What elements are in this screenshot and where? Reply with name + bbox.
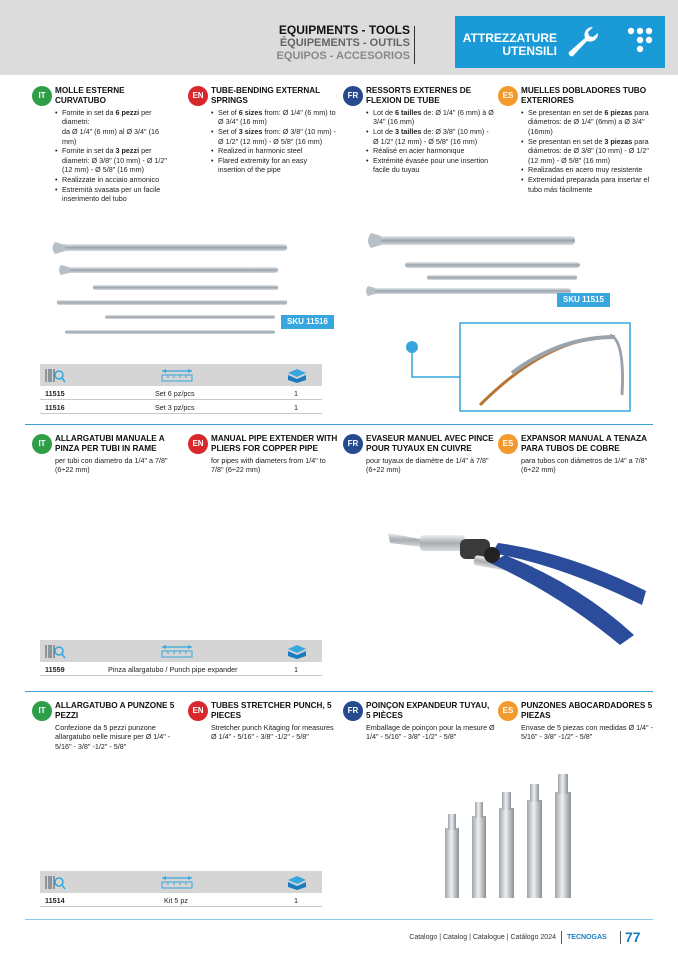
list-item: • Réalisé en acier harmonique [366,146,496,156]
spec-table-2 [40,640,322,676]
section1-it-text [55,86,173,204]
table-row: 11559 Pinza allargatubo / Punch pipe expander 1 [40,662,322,676]
badge-it-3: IT [32,701,52,721]
list-item: • Realizzate in acciaio armonico [55,175,173,185]
badge-it-2: IT [32,434,52,454]
list-item: • Set of 6 sizes from: Ø 1/4" (6 mm) to Ø 3/4" (16 mm) [211,108,336,127]
ruler-icon [160,367,194,383]
section-divider [25,424,653,425]
page-footer [0,931,678,945]
section1-fr-text [366,86,496,175]
section3-it-title: ALLARGATUBO A PUNZONE 5 PEZZI [55,701,175,721]
footer-separator [620,931,621,944]
pipe-expander-pliers-image [380,525,650,655]
section2-it-text [55,434,175,475]
barcode-search-icon [44,874,66,891]
section2-it-title: ALLARGATUBI MANUALE A PINZA PER TUBI IN RAME [55,434,165,454]
list-item: • Estremità svasata per un facile inserimento del tubo [55,185,173,204]
section2-fr-title: EVASEUR MANUEL AVEC PINCE POUR TUYAUX EN CUIVRE [366,434,494,454]
boxes-icon [286,643,308,660]
section2-it-desc: per tubi con diametro da 1/4" a 7/8" (6÷22 mm) [55,455,168,475]
section1-en-title: TUBE-BENDING EXTERNAL SPRINGS [211,86,321,106]
badge-it-1: IT [32,86,52,106]
springs-set-6-image [365,228,585,303]
section1-en-text [211,86,336,175]
list-item: • Fornite in set da 3 pezzi per diametri: Ø 3/8" (10 mm) - Ø 1/2" (12 mm) - Ø 5/8" (16 mm) [55,146,173,175]
section1-it-title: MOLLE ESTERNE CURVATUBO [55,86,125,106]
table-header [40,364,322,386]
badge-fr-1: FR [343,86,363,106]
section3-it-desc: Confezione da 5 pezzi punzone allargatubo nelle misure per Ø 1/4" - 5/16" - 3/8" -1/2" - 5/8" [55,722,171,751]
badge-fr-2: FR [343,434,363,454]
ruler-icon [160,874,194,890]
table-row: 11516 Set 3 pz/pcs 1 [40,400,322,414]
catalog-label: Catalogo | Catalog | Catalogue | Catálogo 2024 [409,934,556,941]
section1-es-text [521,86,651,194]
bent-spring-detail-image [400,315,640,415]
section2-es-title: EXPANSOR MANUAL A TENAZA PARA TUBOS DE COBRE [521,434,647,454]
section2-en-title: MANUAL PIPE EXTENDER WITH PLIERS FOR COPPER PIPE [211,434,338,454]
table-header [40,640,322,662]
section3-es-text [521,701,653,742]
list-item: • Lot de 6 tailles de: Ø 1/4" (6 mm) à Ø 3/4" (16 mm) [366,108,496,127]
dots-logo-icon [627,27,655,57]
header-titles [277,24,410,63]
section2-fr-text [366,434,496,475]
boxes-icon [286,874,308,891]
section1-es-title: MUELLES DOBLADORES TUBO EXTERIORES [521,86,647,106]
page-header [0,0,678,75]
section3-en-text [211,701,341,742]
list-item: • Fornite in set da 6 pezzi per diametri: da Ø 1/4" (6 mm) al Ø 3/4" (16 mm) [55,108,173,146]
section3-es-title: PUNZONES ABOCARDADORES 5 PIEZAS [521,701,653,721]
section1-fr-title: RESSORTS EXTERNES DE FLEXION DE TUBE [366,86,472,106]
list-item: • Flared extremity for an easy insertion of the pipe [211,156,336,175]
header-divider [414,26,415,64]
barcode-search-icon [44,367,66,384]
ruler-icon [160,643,194,659]
section2-fr-desc: pour tuyaux de diamètre de 1/4" à 7/8" (6÷22 mm) [366,455,489,475]
section3-en-title: TUBES STRETCHER PUNCH, 5 PIECES [211,701,332,721]
table-row: 11515 Set 6 pz/pcs 1 [40,386,322,400]
table-row: 11514 Kit 5 pz 1 [40,893,322,907]
category-it-line2: UTENSILI [502,44,557,58]
footer-separator [561,931,562,944]
list-item: • Realized in harmonic steel [211,146,336,156]
section2-en-text [211,434,339,475]
section3-fr-text [366,701,496,742]
badge-fr-3: FR [343,701,363,721]
table-header [40,871,322,893]
badge-en-3: EN [188,701,208,721]
header-title-main: EQUIPMENTS - TOOLS [278,23,410,37]
category-banner [455,16,665,68]
badge-en-2: EN [188,434,208,454]
header-title-es: EQUIPOS - ACCESORIOS [276,50,410,62]
list-item: • Set of 3 sizes from: Ø 3/8" (10 mm) - Ø 1/2" (12 mm) - Ø 5/8" (16 mm) [211,127,336,146]
section3-fr-title: POINÇON EXPANDEUR TUYAU, 5 PIÈCES [366,701,490,721]
section3-es-desc: Envase de 5 piezas con medidas Ø 1/4" - 5/16" - 3/8" -1/2" - 5/8" [521,722,654,742]
list-item: • Lot de 3 tailles de: Ø 3/8" (10 mm) - Ø 1/2" (12 mm) - Ø 5/8" (16 mm) [366,127,496,146]
section3-it-text [55,701,180,752]
spec-table-1 [40,364,322,414]
brand-name: TECNOGAS [567,934,607,941]
sku-badge-11516: SKU 11516 [281,315,334,329]
section2-es-desc: para tubos con diámetros de 1/4" a 7/8" (6÷22 mm) [521,455,648,475]
springs-set-3-image [45,230,345,350]
list-item: • Extrémité évasée pour une insertion facile du tuyau [366,156,496,175]
badge-es-3: ES [498,701,518,721]
badge-en-1: EN [188,86,208,106]
list-item: • Extremidad preparada para insertar el tubo más fácilmente [521,175,651,194]
badge-es-2: ES [498,434,518,454]
boxes-icon [286,367,308,384]
spec-table-3 [40,871,322,907]
list-item: • Se presentan en set de 6 piezas para diámetros: de Ø 1/4" (6mm) a Ø 3/4" (16mm) [521,108,651,137]
sku-badge-11515: SKU 11515 [557,293,610,307]
punch-set-image [435,770,585,910]
section2-es-text [521,434,653,475]
badge-es-1: ES [498,86,518,106]
section3-en-desc: Stretcher punch Kitaging for measures Ø 1/4" - 5/16" - 3/8" -1/2" - 5/8" [211,722,334,742]
section2-en-desc: for pipes with diameters from 1/4" to 7/8" (6÷22 mm) [211,455,326,475]
page-number: 77 [625,929,641,945]
barcode-search-icon [44,643,66,660]
header-title-fr: ÉQUIPEMENTS - OUTILS [279,37,410,49]
wrench-icon [563,24,603,60]
section-divider [25,691,653,692]
category-it-line1: ATTREZZATURE [462,31,557,45]
footer-divider [25,919,653,920]
section3-fr-desc: Emballage de poinçon pour la mesure Ø 1/4" - 5/16" - 3/8" -1/2" - 5/8" [366,722,495,742]
list-item: • Se presentan en set de 3 piezas para diámetros: de Ø 3/8" (10 mm) - Ø 1/2" (12 mm) - Ø 5/8" (16 mm) [521,137,651,166]
list-item: • Realizadas en acero muy resistente [521,165,651,175]
